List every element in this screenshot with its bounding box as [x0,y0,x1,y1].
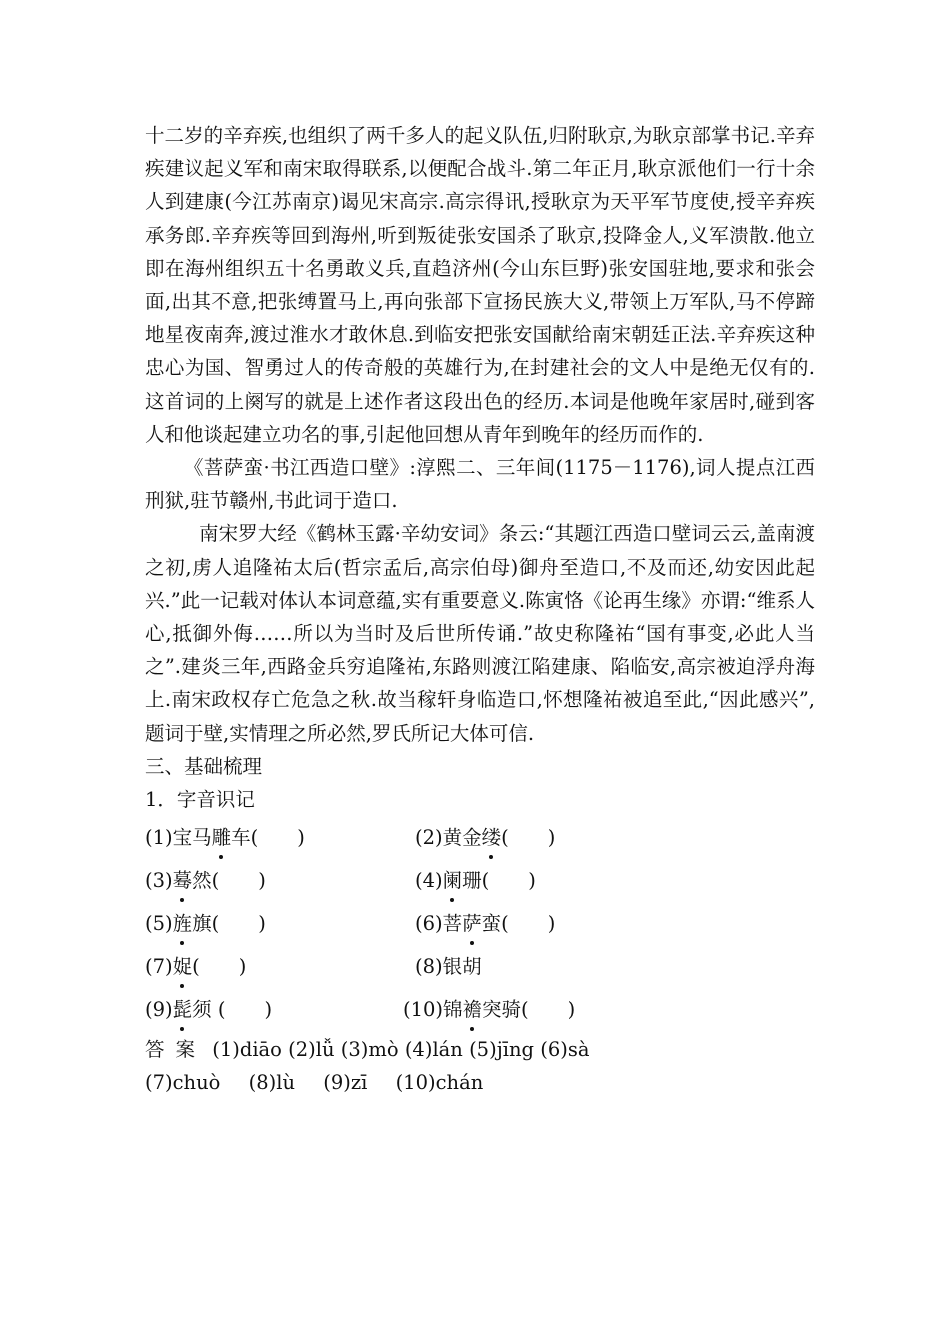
answer-item: (3)mò [340,1038,399,1062]
exercise-row [145,902,815,945]
item-suffix: 然( ) [192,869,266,893]
item-prefix: (1)宝马 [145,826,212,850]
answer-item: (1)diāo [212,1038,282,1062]
item-prefix: (7) [145,955,173,979]
answer-item: (5)jīng [469,1038,535,1062]
dotted-character: 蓦 [173,864,193,897]
exercise-row [145,945,815,988]
answer-item: (4)lán [404,1038,463,1062]
answer-item: (2)lǚ [288,1038,335,1062]
exercise-item [145,821,415,854]
item-prefix: (5) [145,912,173,936]
dotted-character: 娖 [173,950,193,983]
dotted-character: 萨 [462,907,482,940]
exercise-row [145,859,815,902]
answer-item: (6)sà [540,1038,590,1062]
exercise-row [145,816,815,859]
exercise-row [145,988,815,1031]
exercise-item [415,821,555,854]
answer-label: 答案 [145,1038,207,1062]
item-prefix: (9) [145,998,173,1022]
exercise-item [415,864,536,897]
item-prefix: (2)黄金 [415,826,482,850]
document-body [145,119,815,1100]
dotted-character: 襜 [463,993,483,1026]
exercise-item [145,864,415,897]
exercise-item [145,950,415,983]
item-suffix: ( ) [192,955,247,979]
section-heading: 三、基础梳理 [145,754,263,778]
item-suffix: 珊( ) [462,869,536,893]
dotted-character: 髭 [173,993,193,1026]
answer-block [145,1033,815,1099]
answer-row-2 [145,1066,815,1099]
answer-item: (9)zī [323,1071,368,1095]
item-suffix: 须 ( ) [192,998,273,1022]
paragraph-poem-note: 《菩萨蛮·书江西造口壁》:淳熙二、三年间(1175－1176),词人提点江西刑狱,驻节赣州,书此词于造口. [145,456,815,513]
item-prefix: (10)锦 [403,998,463,1022]
item-suffix: 突骑( ) [482,998,576,1022]
answer-item: (7)chuò [145,1071,221,1095]
paragraph-background: 十二岁的辛弃疾,也组织了两千多人的起义队伍,归附耿京,为耿京部掌书记.辛弃疾建议起义军和南宋取得联系,以便配合战斗.第二年正月,耿京派他们一行十余人到建康(今江苏南京)谒见宋高宗.高宗得讯,授耿京为天平军节度使,授辛弃疾承务郎.辛弃疾等回到海州,听到叛徒张安国杀了耿京,投降金人,义军溃散.他立即在海州组织五十名勇敢义兵,直趋济州(今山东巨野)张安国驻地,要求和张会面,出其不意,把张缚置马上,再向张部下宣扬民族大义,带领上万军队,马不停蹄地星夜南奔,渡过淮水才敢休息.到临安把张安国献给南宋朝廷正法.辛弃疾这种忠心为国、智勇过人的传奇般的英雄行为,在封建社会的文人中是绝无仅有的.这首词的上阕写的就是上述作者这段出色的经历.本词是他晚年家居时,碰到客人和他谈起建立功名的事,引起他回想从青年到晚年的经历而作的. [145,124,815,446]
exercise-item [145,907,415,940]
exercise-item [145,993,403,1026]
paragraph-commentary: 南宋罗大经《鹤林玉露·辛幼安词》条云:“其题江西造口壁词云云,盖南渡之初,虏人追隆祐太后(哲宗孟后,高宗伯母)御舟至造口,不及而还,幼安因此起兴.”此一记载对体认本词意蕴,实有重要意义.陈寅恪《论再生缘》亦谓:“维系人心,抵御外侮……所以为当时及后世所传诵.”故史称隆祐“国有事变,必此人当之”.建炎三年,西路金兵穷追隆祐,东路则渡江陷建康、陷临安,高宗被迫浮舟海上.南宋政权存亡危急之秋.故当稼轩身临造口,怀想隆祐被追至此,“因此感兴”,题词于壁,实情理之所必然,罗氏所记大体可信. [145,522,815,745]
exercise-item [403,993,575,1026]
item-character: 银 [442,955,463,979]
dotted-character: 缕 [482,821,502,854]
item-suffix: 车( ) [231,826,305,850]
subsection-heading: 1．字音识记 [145,788,255,812]
dotted-character: 雕 [212,821,232,854]
dotted-character: 旌 [173,907,193,940]
item-suffix: 胡 [462,955,482,979]
item-prefix: (3) [145,869,173,893]
item-prefix: (6)菩 [415,912,463,936]
exercise-item [415,950,482,983]
dotted-character: 阑 [443,864,463,897]
item-prefix: (8) [415,955,443,979]
item-suffix: 蛮( ) [481,912,556,936]
item-prefix: (4) [415,869,443,893]
item-suffix: 旗( ) [192,912,266,936]
answer-item: (8)lù [248,1071,296,1095]
exercise-item [415,907,555,940]
item-suffix: ( ) [501,826,556,850]
answer-item: (10)chán [395,1071,484,1095]
